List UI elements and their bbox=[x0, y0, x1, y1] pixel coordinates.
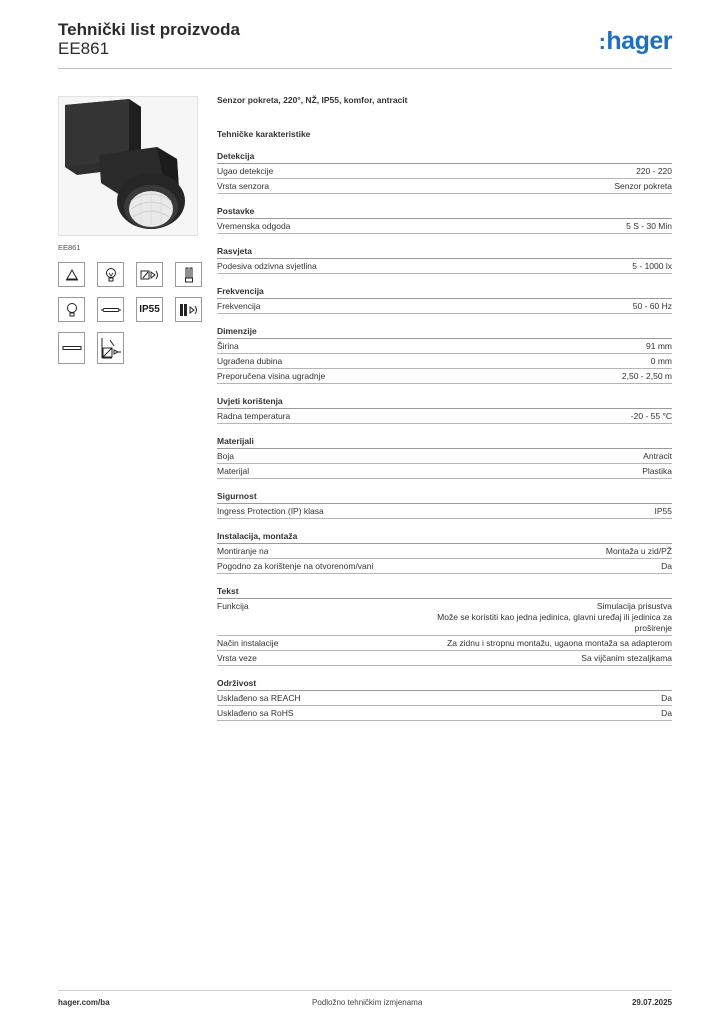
ip55-label: IP55 bbox=[139, 304, 160, 315]
section-detekcija bbox=[217, 151, 672, 194]
spec-row bbox=[217, 299, 672, 314]
spec-value: -20 - 55 °C bbox=[630, 410, 672, 421]
spec-value: Montaža u zid/PŽ bbox=[605, 545, 672, 556]
section-title: Tekst bbox=[217, 586, 672, 599]
spec-label: Podesiva odzivna svjetlina bbox=[217, 260, 317, 271]
spec-row bbox=[217, 464, 672, 479]
spec-value bbox=[402, 601, 672, 634]
bulb-icon bbox=[97, 262, 124, 287]
section-title: Održivost bbox=[217, 678, 672, 691]
ceiling-mount-icon bbox=[58, 262, 85, 287]
spec-label: Montiranje na bbox=[217, 545, 269, 556]
section-title: Postavke bbox=[217, 206, 672, 219]
incandescent-bulb-icon bbox=[58, 297, 85, 322]
spec-row bbox=[217, 339, 672, 354]
page-title: Tehnički list proizvoda bbox=[58, 20, 240, 39]
spec-label: Ugao detekcije bbox=[217, 165, 274, 176]
spec-label: Materijal bbox=[217, 465, 250, 476]
section-title: Materijali bbox=[217, 436, 672, 449]
tube-lamp-icon bbox=[97, 297, 124, 322]
spec-label: Usklađeno sa REACH bbox=[217, 692, 301, 703]
image-caption: EE861 bbox=[58, 243, 81, 252]
section-title: Detekcija bbox=[217, 151, 672, 164]
section-title: Frekvencija bbox=[217, 286, 672, 299]
footer-website-link[interactable]: hager.com/ba bbox=[58, 998, 110, 1007]
spec-label: Način instalacije bbox=[217, 637, 279, 648]
spec-value: 0 mm bbox=[650, 355, 672, 366]
spec-row bbox=[217, 164, 672, 179]
spec-label: Funkcija bbox=[217, 600, 249, 611]
spec-label: Preporučena visina ugradnje bbox=[217, 370, 326, 381]
section-title: Dimenzije bbox=[217, 326, 672, 339]
spec-label: Vrsta senzora bbox=[217, 180, 270, 191]
spec-label: Vremenska odgoda bbox=[217, 220, 291, 231]
spec-value: 5 - 1000 lx bbox=[632, 260, 672, 271]
spec-value: Da bbox=[661, 560, 672, 571]
spec-row bbox=[217, 636, 672, 651]
section-materijali bbox=[217, 436, 672, 479]
spec-label: Frekvencija bbox=[217, 300, 261, 311]
logo-text: hager bbox=[606, 27, 672, 55]
footer-divider bbox=[58, 990, 672, 991]
spec-value: Za zidnu i stropnu montažu, ugaona montaža sa adapterom bbox=[447, 637, 672, 648]
spec-value: Sa vijčanim stezaljkama bbox=[581, 652, 672, 663]
spec-value: Da bbox=[661, 707, 672, 718]
spec-value: 50 - 60 Hz bbox=[632, 300, 672, 311]
spec-value: Plastika bbox=[642, 465, 672, 476]
spec-value: 5 S - 30 Min bbox=[626, 220, 672, 231]
spec-label: Ugrađena dubina bbox=[217, 355, 283, 366]
spec-value: 91 mm bbox=[646, 340, 672, 351]
spec-heading: Tehničke karakteristike bbox=[217, 129, 311, 139]
spec-value: Senzor pokreta bbox=[614, 180, 672, 191]
spec-row bbox=[217, 599, 672, 636]
spec-row bbox=[217, 354, 672, 369]
spec-row bbox=[217, 651, 672, 666]
motion-detector-icon bbox=[136, 262, 163, 287]
footer-date: 29.07.2025 bbox=[631, 998, 672, 1007]
fluorescent-lamp-icon bbox=[175, 262, 202, 287]
spec-row bbox=[217, 691, 672, 706]
section-odrzivost bbox=[217, 678, 672, 721]
spec-row bbox=[217, 179, 672, 194]
section-tekst bbox=[217, 586, 672, 666]
spec-row bbox=[217, 544, 672, 559]
spec-row bbox=[217, 504, 672, 519]
spec-row bbox=[217, 706, 672, 721]
spec-value: IP55 bbox=[654, 505, 672, 516]
spec-value: Antracit bbox=[643, 450, 672, 461]
spec-value-line: Simulacija prisustva bbox=[596, 600, 672, 611]
spec-label: Pogodno za korištenje na otvorenom/vani bbox=[217, 560, 374, 571]
spec-row bbox=[217, 219, 672, 234]
spec-value: Da bbox=[661, 692, 672, 703]
section-postavke bbox=[217, 206, 672, 234]
section-title: Rasvjeta bbox=[217, 246, 672, 259]
section-title: Instalacija, montaža bbox=[217, 531, 672, 544]
section-title: Sigurnost bbox=[217, 491, 672, 504]
spec-row bbox=[217, 449, 672, 464]
linear-lamp-icon bbox=[58, 332, 85, 364]
section-frekvencija bbox=[217, 286, 672, 314]
spec-label: Radna temperatura bbox=[217, 410, 291, 421]
section-dimenzije bbox=[217, 326, 672, 384]
spec-row bbox=[217, 409, 672, 424]
spec-label: Širina bbox=[217, 340, 239, 351]
motion-sensor-illustration bbox=[59, 97, 198, 236]
footer-notice: Podložno tehničkim izmjenama bbox=[312, 998, 423, 1007]
spec-value: 2,50 - 2,50 m bbox=[621, 370, 672, 381]
spec-value: 220 - 220 bbox=[636, 165, 672, 176]
section-instalacija-montaza bbox=[217, 531, 672, 574]
hager-logo: :hager bbox=[598, 27, 672, 55]
spec-row bbox=[217, 259, 672, 274]
section-uvjeti-koristenja bbox=[217, 396, 672, 424]
ip55-badge bbox=[136, 297, 163, 322]
spec-label: Ingress Protection (IP) klasa bbox=[217, 505, 324, 516]
header-divider bbox=[58, 68, 672, 69]
spec-row bbox=[217, 559, 672, 574]
product-code-heading: EE861 bbox=[58, 39, 110, 58]
motion-range-icon bbox=[175, 297, 202, 322]
product-image bbox=[58, 96, 198, 236]
section-rasvjeta bbox=[217, 246, 672, 274]
section-sigurnost bbox=[217, 491, 672, 519]
spec-value-line: Može se koristiti kao jedna jedinica, glavni uređaj ili jedinica za proširenje bbox=[437, 611, 672, 633]
spec-label: Usklađeno sa RoHS bbox=[217, 707, 294, 718]
spec-row bbox=[217, 369, 672, 384]
spec-label: Boja bbox=[217, 450, 235, 461]
spec-label: Vrsta veze bbox=[217, 652, 257, 663]
installation-icon bbox=[97, 332, 124, 364]
section-title: Uvjeti korištenja bbox=[217, 396, 672, 409]
spec-content bbox=[217, 95, 672, 721]
product-description: Senzor pokreta, 220°, NŽ, IP55, komfor, antracit bbox=[217, 95, 408, 105]
